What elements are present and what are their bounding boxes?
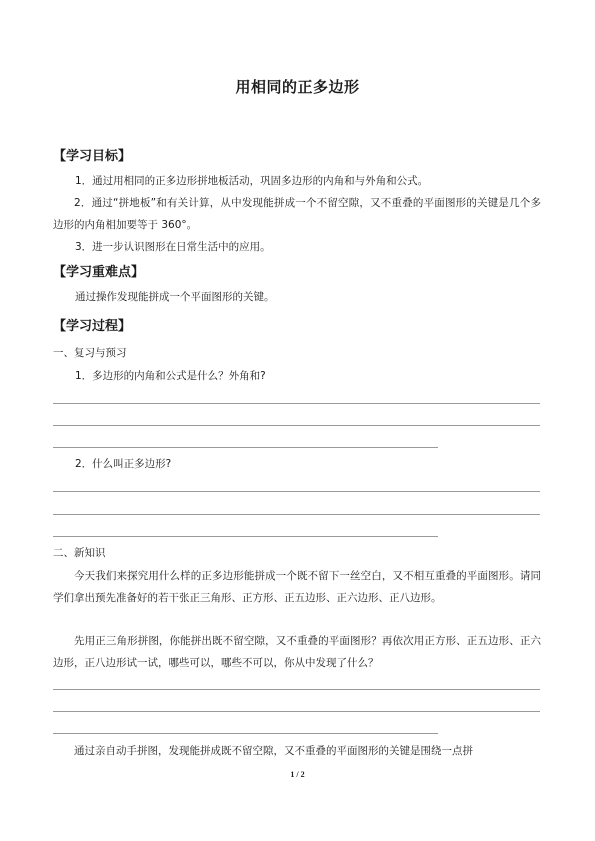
goal-item-2: 2．通过“拼地板”和有关计算，从中发现能拼成一个不留空隙，又不重叠的平面图形的关键是几个多边形的内角相加要等于 360°。 bbox=[53, 197, 541, 231]
key-points-heading: 【学习重难点】 bbox=[53, 265, 145, 280]
review-question-2: 2．什么叫正多边形? bbox=[75, 458, 172, 470]
key-points-text: 通过操作发现能拼成一个平面图形的关键。 bbox=[75, 291, 275, 303]
goals-heading: 【学习目标】 bbox=[53, 149, 132, 164]
answer-line bbox=[53, 514, 540, 515]
answer-line bbox=[53, 689, 540, 690]
answer-line bbox=[53, 403, 540, 404]
page-title: 用相同的正多边形 bbox=[235, 78, 360, 96]
goal-item-3: 3．进一步认识图形在日常生活中的应用。 bbox=[75, 241, 271, 253]
answer-line bbox=[53, 536, 438, 537]
goal-item-1: 1．通过用相同的正多边形拼地板活动，巩固多边形的内角和与外角和公式。 bbox=[75, 175, 429, 187]
page-number: 1 / 2 bbox=[290, 770, 305, 779]
answer-line bbox=[53, 425, 540, 426]
process-heading: 【学习过程】 bbox=[53, 319, 132, 334]
new-knowledge-paragraph-2: 先用正三角形拼图，你能拼出既不留空隙，又不重叠的平面图形？再依次用正方形、正五边形、正六边形，正八边形试一试，哪些可以，哪些不可以，你从中发现了什么？ bbox=[53, 635, 541, 669]
new-knowledge-paragraph-3: 通过亲自动手拼图，发现能拼成既不留空隙，又不重叠的平面图形的关键是围绕一点拼 bbox=[74, 745, 473, 757]
answer-line bbox=[53, 491, 540, 492]
new-knowledge-paragraph-1: 今天我们来探究用什么样的正多边形能拼成一个既不留下一丝空白，又不相互重叠的平面图形。请同学们拿出预先准备好的若干张正三角形、正方形、正五边形、正六边形、正八边形。 bbox=[53, 570, 541, 604]
review-question-1: 1．多边形的内角和公式是什么？外角和? bbox=[75, 370, 266, 382]
answer-line bbox=[53, 447, 438, 448]
answer-line bbox=[53, 733, 438, 734]
new-knowledge-heading: 二、新知识 bbox=[53, 547, 106, 559]
review-heading: 一、复习与预习 bbox=[53, 347, 127, 359]
answer-line bbox=[53, 711, 540, 712]
